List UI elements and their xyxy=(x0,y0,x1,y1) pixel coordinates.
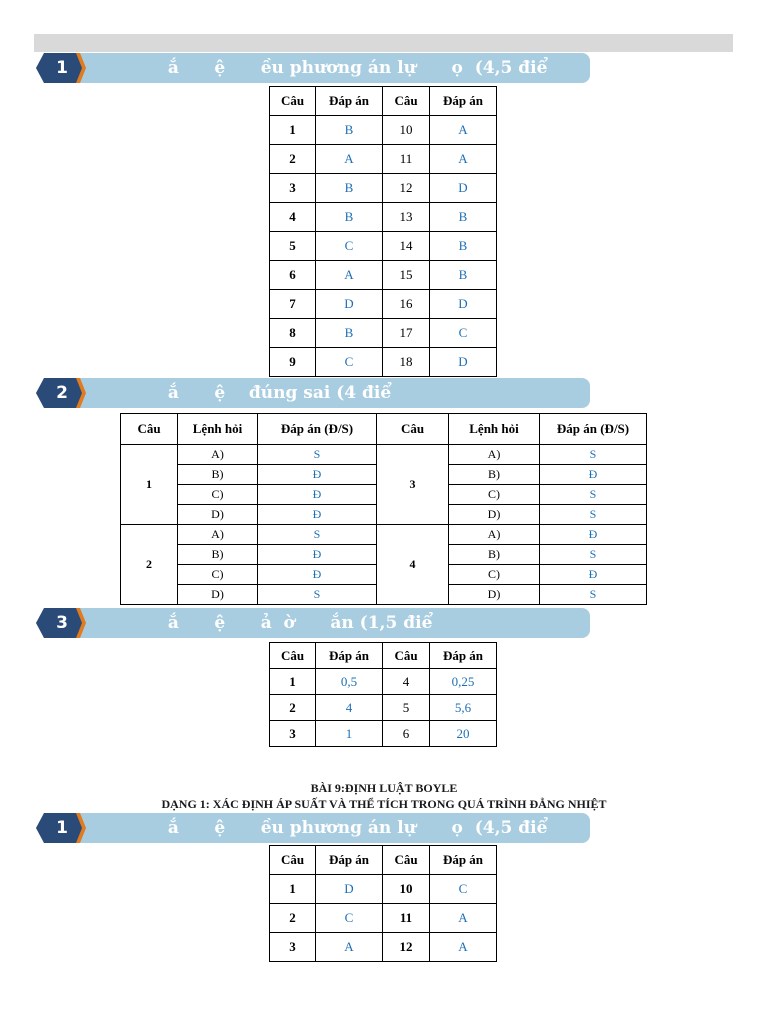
answer-value: Đ xyxy=(540,525,647,545)
question-number: 4 xyxy=(377,525,449,605)
answer-value: A xyxy=(430,116,497,145)
question-number: 3 xyxy=(270,721,316,747)
col-header-dap-an-ds: Đáp án (Đ/S) xyxy=(258,414,377,445)
answer-table-true-false xyxy=(120,413,647,605)
question-number: 8 xyxy=(270,319,316,348)
table-row xyxy=(121,525,647,545)
answer-value: A xyxy=(316,145,383,174)
question-number: 5 xyxy=(270,232,316,261)
table-row xyxy=(121,445,647,465)
lesson-title: BÀI 9:ĐỊNH LUẬT BOYLE xyxy=(310,781,458,795)
answer-value: 1 xyxy=(316,721,383,747)
answer-value: A xyxy=(430,933,497,962)
statement-label: A) xyxy=(178,525,258,545)
section-number: 2 xyxy=(56,383,68,403)
table-header-row xyxy=(270,87,497,116)
answer-value: B xyxy=(316,116,383,145)
question-number: 5 xyxy=(383,695,430,721)
question-number: 15 xyxy=(383,261,430,290)
answer-table-short-answer xyxy=(269,642,497,747)
statement-label: B) xyxy=(178,465,258,485)
col-header-dap-an: Đáp án xyxy=(430,87,497,116)
col-header-cau: Câu xyxy=(377,414,449,445)
col-header-lenh-hoi: Lệnh hỏi xyxy=(449,414,540,445)
answer-value: S xyxy=(258,525,377,545)
table-row xyxy=(270,933,497,962)
table-row xyxy=(270,203,497,232)
statement-label: C) xyxy=(449,485,540,505)
question-number: 11 xyxy=(383,145,430,174)
answer-value: 0,5 xyxy=(316,669,383,695)
col-header-cau: Câu xyxy=(121,414,178,445)
answer-value: D xyxy=(430,174,497,203)
answer-value: Đ xyxy=(258,485,377,505)
answer-value: D xyxy=(316,290,383,319)
question-number: 4 xyxy=(270,203,316,232)
answer-value: Đ xyxy=(258,505,377,525)
col-header-cau: Câu xyxy=(270,643,316,669)
question-number: 6 xyxy=(270,261,316,290)
section-title: ắ ệ ều phương án lự ọ (4,5 điể xyxy=(156,58,548,78)
table-row xyxy=(270,116,497,145)
table-row xyxy=(270,348,497,377)
statement-label: B) xyxy=(449,545,540,565)
answer-value: C xyxy=(316,348,383,377)
statement-label: B) xyxy=(449,465,540,485)
question-number: 1 xyxy=(270,116,316,145)
table-header-row xyxy=(270,846,497,875)
answer-value: Đ xyxy=(540,565,647,585)
answer-value: S xyxy=(540,445,647,465)
answer-value: D xyxy=(430,348,497,377)
col-header-dap-an: Đáp án xyxy=(316,643,383,669)
question-number: 17 xyxy=(383,319,430,348)
question-number: 11 xyxy=(383,904,430,933)
question-number: 12 xyxy=(383,174,430,203)
answer-value: S xyxy=(540,545,647,565)
question-number: 14 xyxy=(383,232,430,261)
answer-value: Đ xyxy=(258,465,377,485)
answer-value: Đ xyxy=(258,565,377,585)
col-header-dap-an: Đáp án xyxy=(430,846,497,875)
col-header-dap-an-ds: Đáp án (Đ/S) xyxy=(540,414,647,445)
table-row xyxy=(270,232,497,261)
answer-table-lesson-9 xyxy=(269,845,497,962)
answer-value: S xyxy=(258,445,377,465)
table-row xyxy=(270,290,497,319)
answer-value: D xyxy=(316,875,383,904)
answer-value: B xyxy=(316,319,383,348)
question-number: 1 xyxy=(270,875,316,904)
question-number: 2 xyxy=(121,525,178,605)
question-number: 3 xyxy=(270,174,316,203)
answer-value: C xyxy=(316,232,383,261)
question-number: 10 xyxy=(383,875,430,904)
answer-value: A xyxy=(316,933,383,962)
answer-value: C xyxy=(430,875,497,904)
col-header-lenh-hoi: Lệnh hỏi xyxy=(178,414,258,445)
statement-label: D) xyxy=(449,585,540,605)
table-row xyxy=(270,695,497,721)
answer-value: D xyxy=(430,290,497,319)
question-number: 9 xyxy=(270,348,316,377)
table-header-row xyxy=(270,643,497,669)
answer-value: A xyxy=(430,904,497,933)
answer-value: 5,6 xyxy=(430,695,497,721)
question-number: 2 xyxy=(270,145,316,174)
question-number: 18 xyxy=(383,348,430,377)
table-header-row xyxy=(121,414,647,445)
col-header-cau: Câu xyxy=(270,846,316,875)
answer-value: S xyxy=(540,585,647,605)
question-number: 7 xyxy=(270,290,316,319)
answer-value: B xyxy=(316,203,383,232)
statement-label: A) xyxy=(449,445,540,465)
col-header-dap-an: Đáp án xyxy=(316,87,383,116)
question-number: 13 xyxy=(383,203,430,232)
answer-value: A xyxy=(316,261,383,290)
answer-value: Đ xyxy=(540,465,647,485)
question-number: 1 xyxy=(270,669,316,695)
answer-table-multiple-choice xyxy=(269,86,497,377)
col-header-dap-an: Đáp án xyxy=(316,846,383,875)
section-title: ắ ệ ả ờ ắn (1,5 điể xyxy=(156,613,433,633)
question-number: 12 xyxy=(383,933,430,962)
statement-label: C) xyxy=(178,485,258,505)
answer-value: B xyxy=(430,203,497,232)
table-row xyxy=(270,261,497,290)
section-number: 1 xyxy=(56,818,68,838)
statement-label: C) xyxy=(178,565,258,585)
section-number: 1 xyxy=(56,58,68,78)
question-number: 10 xyxy=(383,116,430,145)
answer-value: C xyxy=(316,904,383,933)
answer-value: 4 xyxy=(316,695,383,721)
answer-value: 20 xyxy=(430,721,497,747)
question-number: 2 xyxy=(270,695,316,721)
answer-value: S xyxy=(540,505,647,525)
col-header-cau: Câu xyxy=(270,87,316,116)
statement-label: A) xyxy=(178,445,258,465)
table-row xyxy=(270,145,497,174)
table-row xyxy=(270,875,497,904)
statement-label: D) xyxy=(178,585,258,605)
section-banner-4 xyxy=(36,813,590,843)
section-number: 3 xyxy=(56,613,68,633)
lesson-subtitle: DẠNG 1: XÁC ĐỊNH ÁP SUẤT VÀ THỂ TÍCH TRONG QUÁ TRÌNH ĐẲNG NHIỆT xyxy=(161,797,607,811)
section-banner-3 xyxy=(36,608,590,638)
question-number: 16 xyxy=(383,290,430,319)
page-header-bar xyxy=(34,34,733,52)
answer-value: S xyxy=(258,585,377,605)
section-banner-1 xyxy=(36,53,590,83)
answer-value: B xyxy=(430,261,497,290)
statement-label: C) xyxy=(449,565,540,585)
table-row xyxy=(270,721,497,747)
col-header-cau: Câu xyxy=(383,846,430,875)
section-title: ắ ệ đúng sai (4 điể xyxy=(156,383,392,403)
question-number: 3 xyxy=(377,445,449,525)
table-row xyxy=(270,174,497,203)
section-title: ắ ệ ều phương án lự ọ (4,5 điể xyxy=(156,818,548,838)
statement-label: D) xyxy=(449,505,540,525)
statement-label: B) xyxy=(178,545,258,565)
col-header-dap-an: Đáp án xyxy=(430,643,497,669)
answer-value: C xyxy=(430,319,497,348)
col-header-cau: Câu xyxy=(383,643,430,669)
answer-value: B xyxy=(316,174,383,203)
question-number: 6 xyxy=(383,721,430,747)
question-number: 2 xyxy=(270,904,316,933)
answer-value: Đ xyxy=(258,545,377,565)
answer-value: A xyxy=(430,145,497,174)
table-row xyxy=(270,904,497,933)
section-banner-2 xyxy=(36,378,590,408)
statement-label: A) xyxy=(449,525,540,545)
answer-value: B xyxy=(430,232,497,261)
answer-value: 0,25 xyxy=(430,669,497,695)
question-number: 1 xyxy=(121,445,178,525)
col-header-cau: Câu xyxy=(383,87,430,116)
answer-value: S xyxy=(540,485,647,505)
statement-label: D) xyxy=(178,505,258,525)
question-number: 4 xyxy=(383,669,430,695)
table-row xyxy=(270,669,497,695)
table-row xyxy=(270,319,497,348)
question-number: 3 xyxy=(270,933,316,962)
